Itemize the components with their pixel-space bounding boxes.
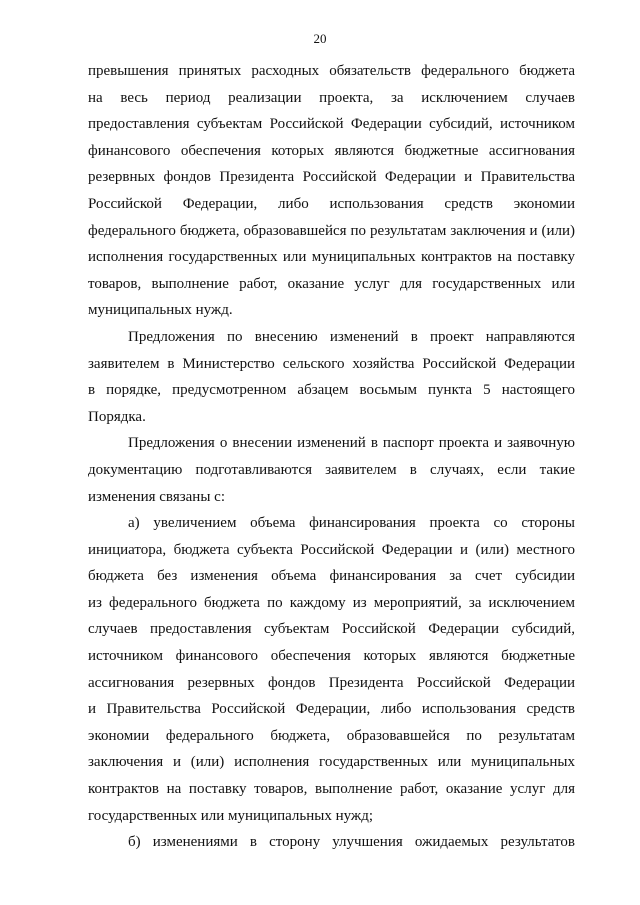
text-line: товаров, выполнение работ, оказание услуг для государственных или — [88, 275, 575, 292]
text-line: случаев предоставления субъектам Российской Федерации субсидий, — [88, 621, 575, 638]
text-line: из федерального бюджета по каждому из мероприятий, за исключением — [88, 594, 575, 611]
text-line: Российской Федерации, либо использования средств экономии — [88, 195, 575, 212]
text-line: превышения принятых расходных обязательств федерального бюджета — [88, 63, 575, 79]
text-line: финансового обеспечения которых являются бюджетные ассигнования — [88, 142, 575, 159]
text-line: федерального бюджета, образовавшейся по результатам заключения и (или) — [88, 222, 575, 239]
text-line: исполнения государственных или муниципальных контрактов на поставку — [88, 249, 575, 266]
text-line: документацию подготавливаются заявителем в случаях, если такие — [88, 461, 575, 478]
text-line: инициатора, бюджета субъекта Российской Федерации и (или) местного — [88, 541, 575, 558]
text-line: Предложения о внесении изменений в паспорт проекта и заявочную — [128, 435, 575, 452]
text-line: на весь период реализации проекта, за исключением случаев — [88, 89, 575, 106]
text-line: источником финансового обеспечения которых являются бюджетные — [88, 648, 575, 665]
text-line: бюджета без изменения объема финансирования за счет субсидии — [88, 568, 575, 585]
document-body — [88, 58, 575, 856]
text-line: а) увеличением объема финансирования проекта со стороны — [128, 515, 575, 532]
text-line: государственных или муниципальных нужд; — [88, 807, 374, 824]
text-line: и Правительства Российской Федерации, либо использования средств — [88, 701, 575, 718]
text-line: изменения связаны с: — [88, 488, 225, 505]
text-line: резервных фондов Президента Российской Федерации и Правительства — [88, 169, 575, 186]
text-line: ассигнования резервных фондов Президента Российской Федерации — [88, 674, 575, 691]
text-line: муниципальных нужд. — [88, 302, 233, 319]
text-line: предоставления субъектам Российской Федерации субсидий, источником — [88, 116, 575, 133]
text-line: заключения и (или) исполнения государственных или муниципальных — [88, 754, 575, 771]
text-line: заявителем в Министерство сельского хозяйства Российской Федерации — [88, 355, 575, 372]
text-line: Порядка. — [88, 408, 146, 425]
text-line: экономии федерального бюджета, образовавшейся по результатам — [88, 727, 575, 744]
text-line: контрактов на поставку товаров, выполнение работ, оказание услуг для — [88, 781, 575, 798]
page-number: 20 — [313, 31, 327, 46]
text-line: Предложения по внесению изменений в проект направляются — [128, 328, 575, 345]
text-line: б) изменениями в сторону улучшения ожидаемых результатов — [128, 834, 575, 851]
text-line: в порядке, предусмотренном абзацем восьмым пункта 5 настоящего — [88, 382, 575, 399]
